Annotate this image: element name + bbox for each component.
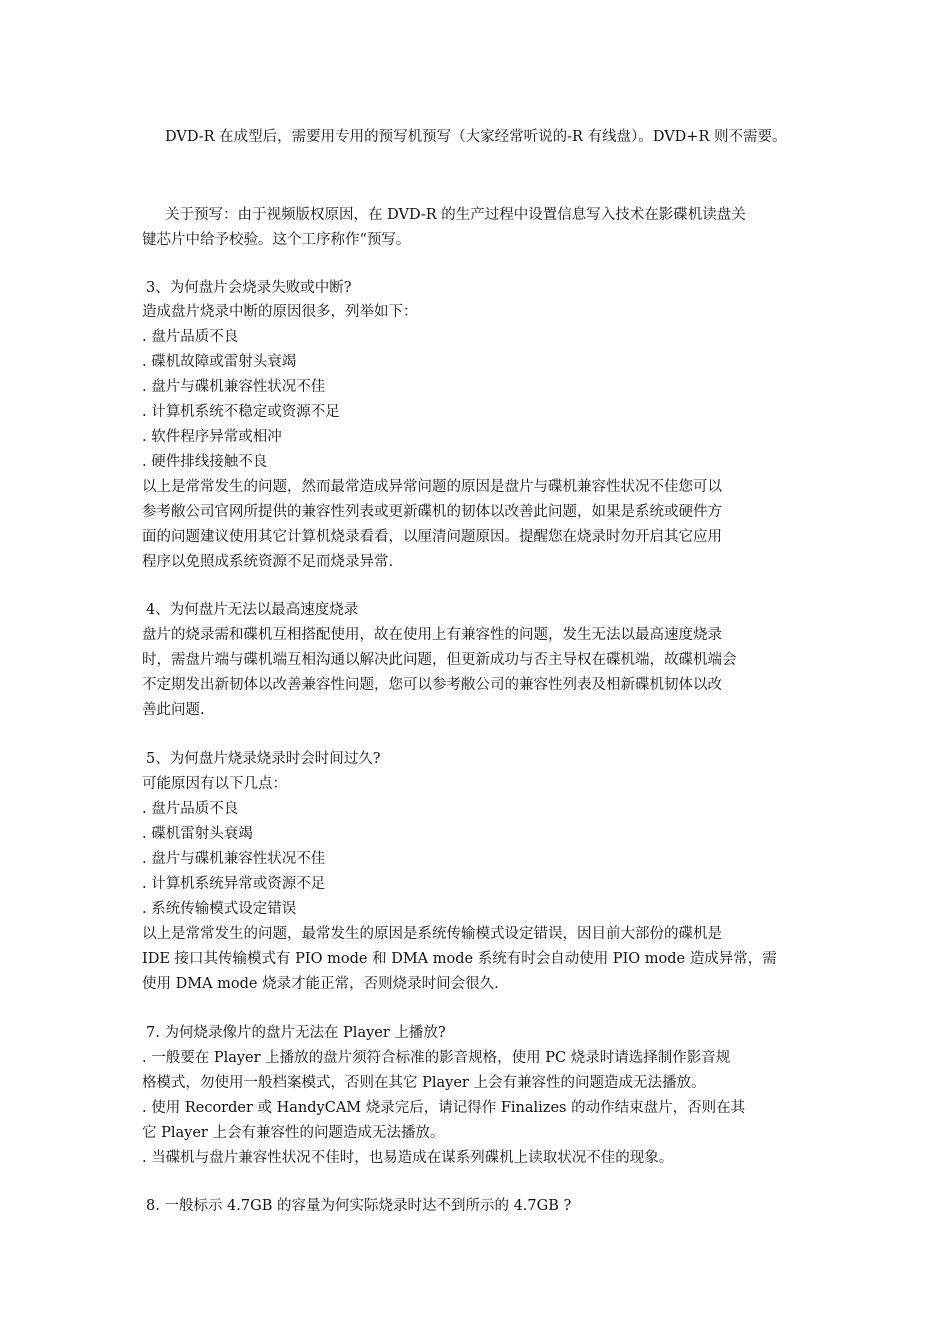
question-3-title: 3、为何盘片会烧录失败或中断? <box>146 280 352 296</box>
list-item: . 计算机系统异常或资源不足 <box>142 876 326 892</box>
paragraph-line: . 当碟机与盘片兼容性状况不佳时，也易造成在谋系列碟机上读取状况不佳的现象。 <box>142 1150 674 1166</box>
paragraph-line: 使用 DMA mode 烧录才能正常，否则烧录时间会很久. <box>142 976 499 992</box>
paragraph-line: 以上是常常发生的问题，然而最常造成异常问题的原因是盘片与碟机兼容性状况不佳您可以 <box>142 479 722 495</box>
list-item: . 系统传输模式设定错误 <box>142 901 297 917</box>
list-item: . 碟机雷射头衰竭 <box>142 826 253 842</box>
question-7-title: 7. 为何烧录像片的盘片无法在 Player 上播放? <box>146 1025 446 1041</box>
paragraph-line: 盘片的烧录需和碟机互相搭配使用，故在使用上有兼容性的问题，发生无法以最高速度烧录 <box>142 627 722 643</box>
paragraph-line: 它 Player 上会有兼容性的问题造成无法播放。 <box>142 1125 445 1141</box>
intro-line: DVD-R 在成型后，需要用专用的预写机预写（大家经常听说的-R 有线盘）。DVD+R 则不需要。 <box>165 129 787 145</box>
list-item: . 碟机故障或雷射头衰竭 <box>142 354 297 370</box>
question-5-title: 5、为何盘片烧录烧录时会时间过久? <box>146 751 381 767</box>
predrite-note-line-2: 键芯片中给予校验。这个工序称作“预写。 <box>142 232 411 248</box>
paragraph-line: 参考敝公司官网所提供的兼容性列表或更新碟机的韧体以改善此问题，如果是系统或硬件方 <box>142 504 722 520</box>
list-item: . 计算机系统不稳定或资源不足 <box>142 404 340 420</box>
predrite-note-line-1: 关于预写：由于视频版权原因，在 DVD-R 的生产过程中设置信息写入技术在影碟机读盘关 <box>165 207 746 223</box>
question-3-lead: 造成盘片烧录中断的原因很多，列举如下： <box>142 304 418 320</box>
list-item: . 硬件排线接触不良 <box>142 454 268 470</box>
paragraph-line: 格模式，勿使用一般档案模式，否则在其它 Player 上会有兼容性的问题造成无法播放。 <box>142 1075 706 1091</box>
paragraph-line: 不定期发出新韧体以改善兼容性问题，您可以参考敝公司的兼容性列表及相新碟机韧体以改 <box>142 677 722 693</box>
question-8-title: 8. 一般标示 4.7GB 的容量为何实际烧录时达不到所示的 4.7GB ? <box>146 1198 572 1214</box>
question-4-title: 4、为何盘片无法以最高速度烧录 <box>146 602 359 618</box>
list-item: . 盘片品质不良 <box>142 329 239 345</box>
paragraph-line: 善此问题. <box>142 702 205 718</box>
paragraph-line: . 一般要在 Player 上播放的盘片须符合标准的影音规格，使用 PC 烧录时请选择制作影音规 <box>142 1050 731 1066</box>
paragraph-line: 时，需盘片端与碟机端互相沟通以解决此问题，但更新成功与否主导权在碟机端，故碟机端会 <box>142 652 737 668</box>
list-item: . 软件程序异常或相冲 <box>142 429 282 445</box>
paragraph-line: 以上是常常发生的问题，最常发生的原因是系统传输模式设定错误，因目前大部份的碟机是 <box>142 926 722 942</box>
paragraph-line: 面的问题建议使用其它计算机烧录看看，以厘清问题原因。提醒您在烧录时勿开启其它应用 <box>142 529 722 545</box>
list-item: . 盘片与碟机兼容性状况不佳 <box>142 851 326 867</box>
list-item: . 盘片品质不良 <box>142 801 239 817</box>
list-item: . 盘片与碟机兼容性状况不佳 <box>142 379 326 395</box>
question-5-lead: 可能原因有以下几点： <box>142 776 287 792</box>
paragraph-line: 程序以免照成系统资源不足而烧录异常. <box>142 554 394 570</box>
paragraph-line: IDE 接口其传输模式有 PIO mode 和 DMA mode 系统有时会自动使用 PIO mode 造成异常，需 <box>142 951 777 967</box>
paragraph-line: . 使用 Recorder 或 HandyCAM 烧录完后，请记得作 Finalizes 的动作结束盘片，否则在其 <box>142 1100 746 1116</box>
